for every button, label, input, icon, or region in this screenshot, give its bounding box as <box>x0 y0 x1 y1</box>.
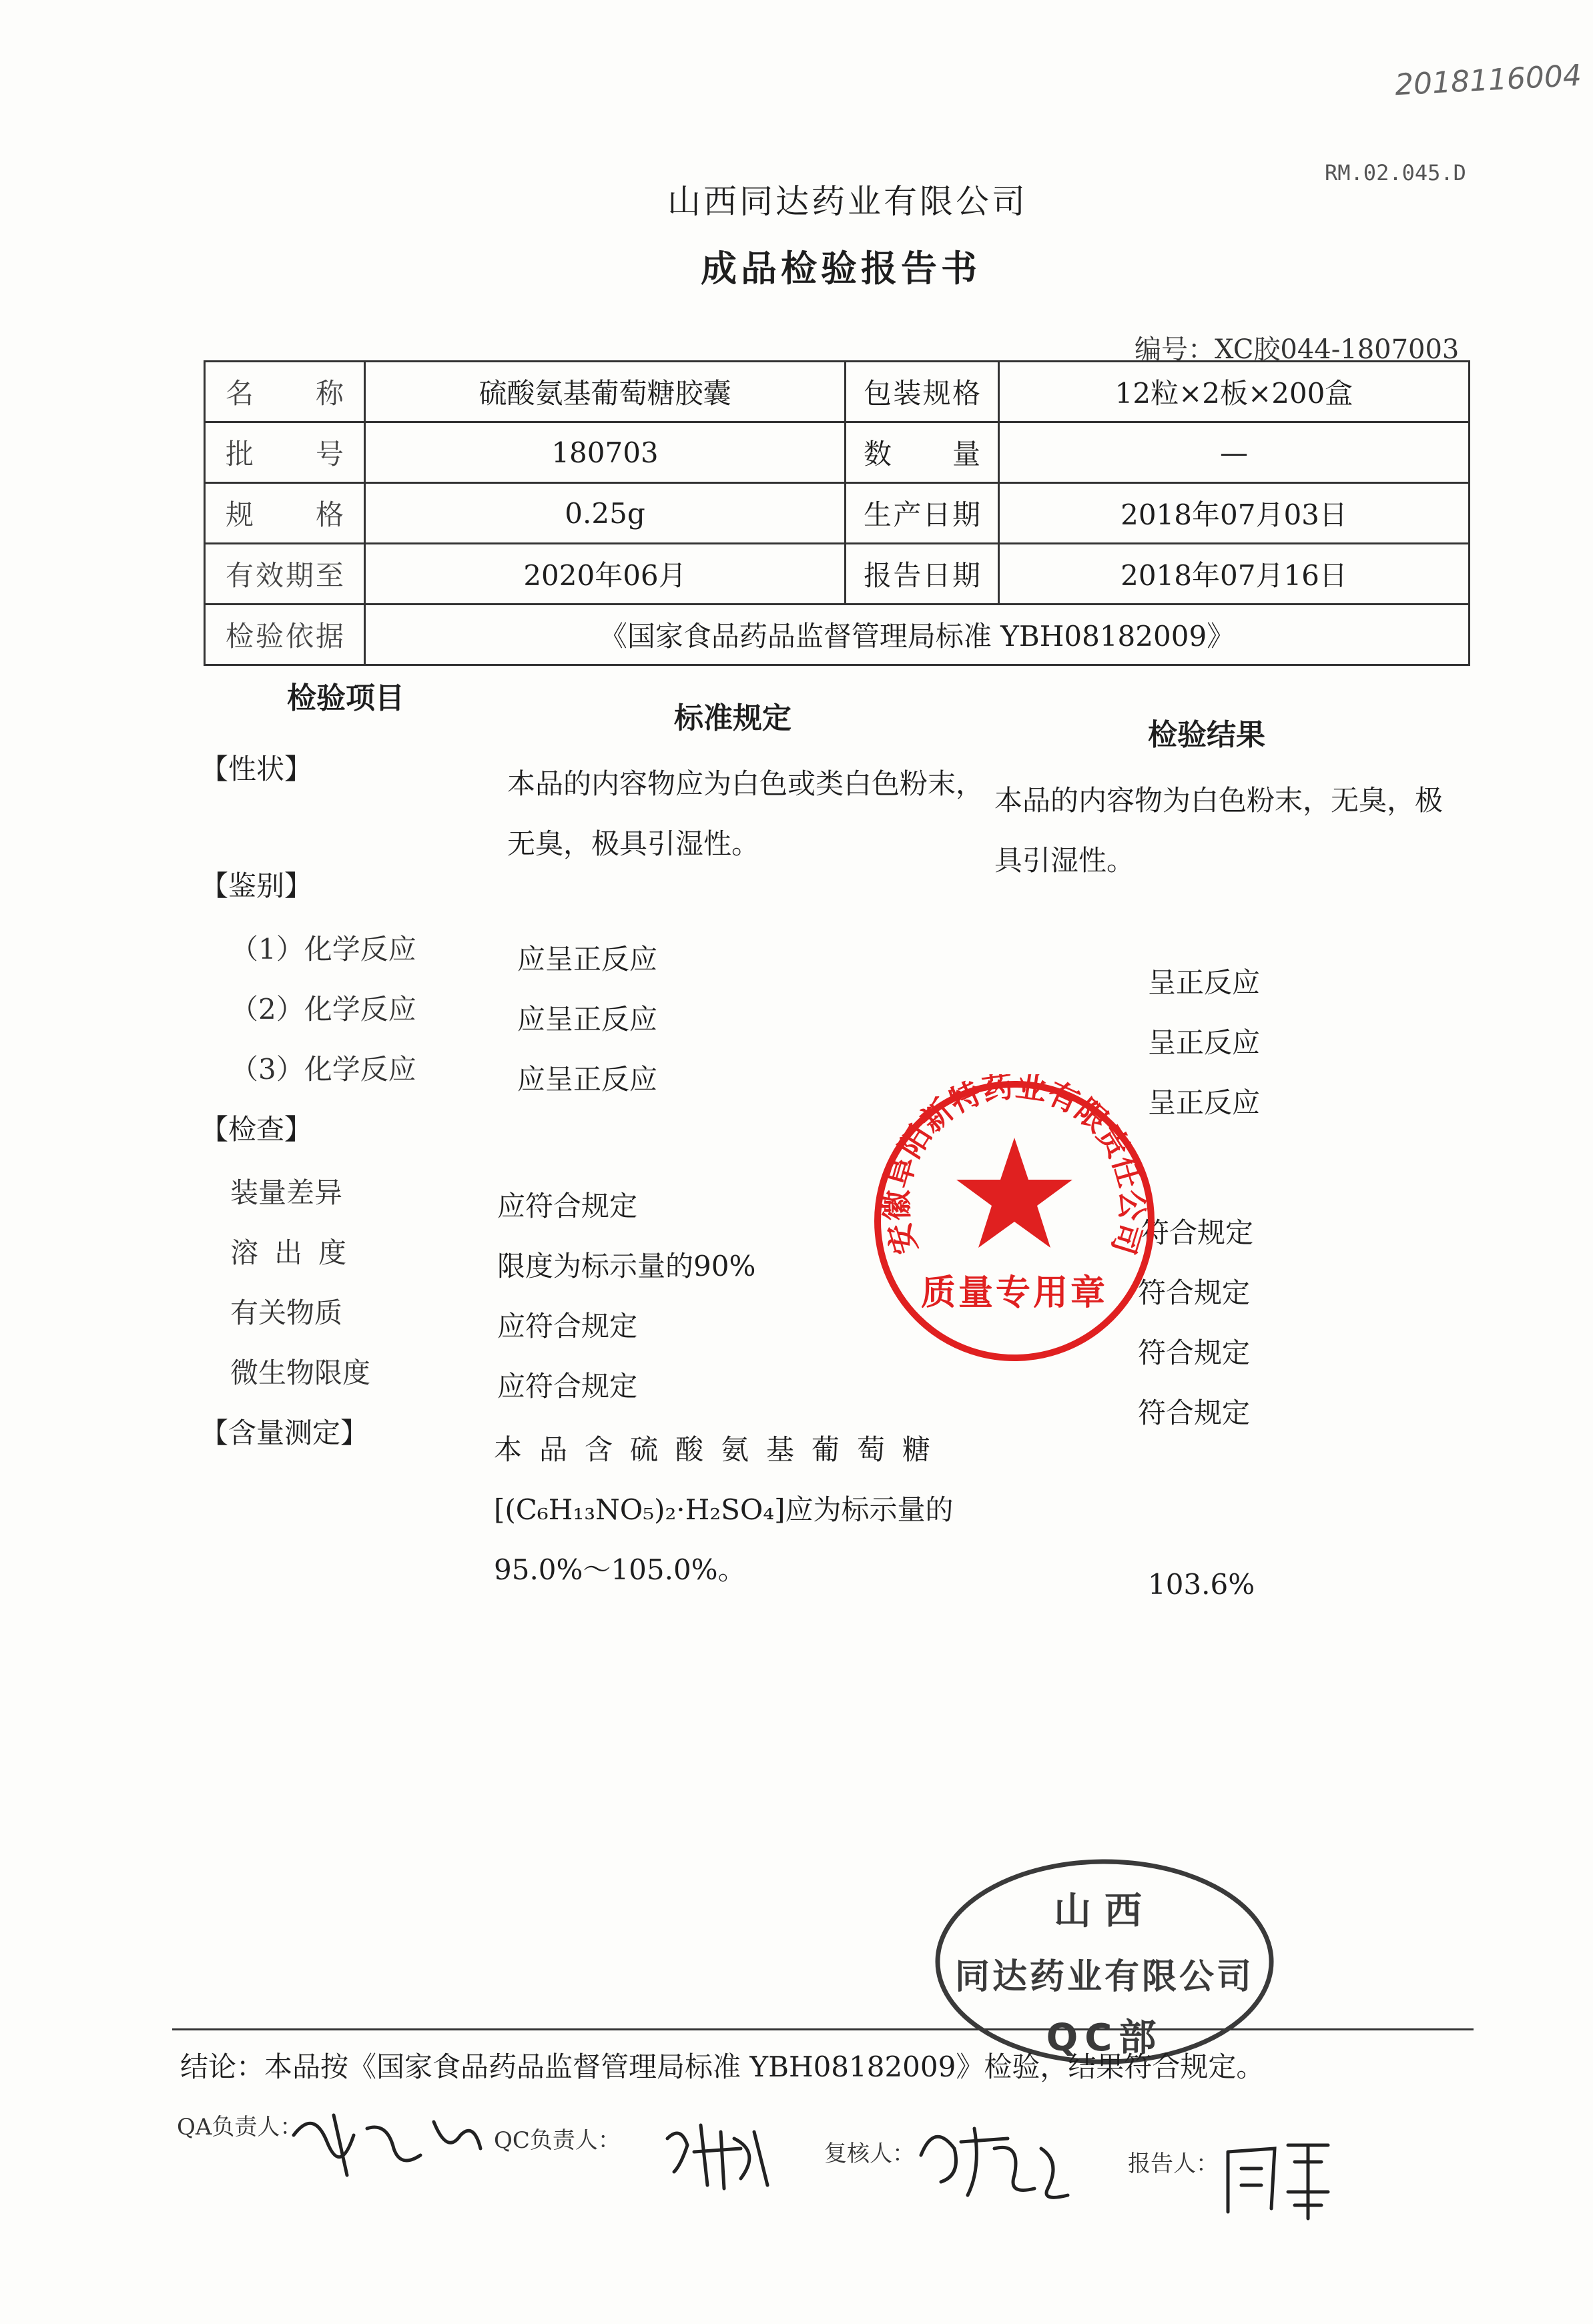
identification-item-3: （3）化学反应 <box>230 1053 416 1086</box>
identification-standard-3: 应呈正反应 <box>517 1063 658 1096</box>
section-identification: 【鉴别】 <box>200 869 313 902</box>
identification-standard-1: 应呈正反应 <box>517 943 658 976</box>
identification-item-2: （2）化学反应 <box>230 993 416 1026</box>
qc-stamp-line-2: 同达药业有限公司 <box>954 1957 1254 1997</box>
product-name: 硫酸氨基葡萄糖胶囊 <box>365 362 846 422</box>
reporter-label: 报告人： <box>1128 2151 1219 2177</box>
quantity-label: 数 量 <box>846 422 999 483</box>
table-row <box>205 605 1470 665</box>
batch-label: 批 号 <box>205 422 365 483</box>
identification-result-1: 呈正反应 <box>1148 966 1261 999</box>
identification-item-1: （1）化学反应 <box>230 933 416 965</box>
batch-number: 180703 <box>365 422 846 483</box>
star-icon <box>956 1138 1072 1248</box>
inspection-result-3: 符合规定 <box>1138 1336 1251 1369</box>
inspection-item-3: 有关物质 <box>230 1296 343 1329</box>
reporter-signature-handwritten <box>1215 2132 1335 2225</box>
inspection-standard-1: 应符合规定 <box>497 1190 638 1222</box>
section-inspection: 【检查】 <box>200 1113 313 1146</box>
inspection-item-1: 装量差异 <box>230 1176 343 1209</box>
inspection-result-2: 符合规定 <box>1138 1276 1251 1309</box>
conclusion: 结论：本品按《国家食品药品监督管理局标准 YBH08182009》检验，结果符合规定。 <box>180 2050 1265 2083</box>
basis-label: 检验依据 <box>205 605 365 665</box>
section-assay: 【含量测定】 <box>200 1417 369 1449</box>
identification-standard-2: 应呈正反应 <box>517 1003 658 1036</box>
conclusion-divider <box>172 2028 1474 2030</box>
package-spec: 12粒×2板×200盒 <box>999 362 1470 422</box>
section-character: 【性状】 <box>200 753 313 785</box>
production-date: 2018年07月03日 <box>999 483 1470 544</box>
inspection-standard-2: 限度为标示量的90% <box>497 1250 756 1282</box>
assay-standard-line-3: 95.0%～105.0%。 <box>494 1553 746 1586</box>
table-row <box>205 422 1470 483</box>
qc-department-stamp <box>931 1855 1278 2068</box>
name-label: 名 称 <box>205 362 365 422</box>
assay-standard-line-1: 本品含硫酸氨基葡萄糖 <box>494 1433 948 1466</box>
report-date-label: 报告日期 <box>846 544 999 605</box>
company-name: 山西同达药业有限公司 <box>667 182 1028 221</box>
reviewer-signature-handwritten <box>914 2115 1074 2209</box>
character-result: 本品的内容物为白色粉末，无臭，极具引湿性。 <box>994 784 1444 877</box>
qa-signature-handwritten <box>287 2095 487 2189</box>
table-row <box>205 362 1470 422</box>
identification-result-3: 呈正反应 <box>1148 1086 1261 1119</box>
report-number: 编号：XC胶044-1807003 <box>1135 334 1460 365</box>
inspection-item-2: 溶出度 <box>230 1236 363 1269</box>
table-row <box>205 544 1470 605</box>
production-date-label: 生产日期 <box>846 483 999 544</box>
qc-stamp-line-1: 山西 <box>1054 1890 1155 1933</box>
spec-value: 0.25g <box>365 483 846 544</box>
quality-seal-stamp <box>868 1074 1161 1368</box>
package-label: 包装规格 <box>846 362 999 422</box>
column-heading-item: 检验项目 <box>287 681 404 715</box>
report-title: 成品检验报告书 <box>701 247 981 290</box>
identification-result-2: 呈正反应 <box>1148 1026 1261 1059</box>
assay-result: 103.6% <box>1148 1568 1255 1601</box>
report-date: 2018年07月16日 <box>999 544 1470 605</box>
inspection-standard-4: 应符合规定 <box>497 1370 638 1403</box>
inspection-standard-3: 应符合规定 <box>497 1310 638 1342</box>
document-code: RM.02.045.D <box>1325 160 1466 185</box>
inspection-basis: 《国家食品药品监督管理局标准 YBH08182009》 <box>365 605 1470 665</box>
spec-label: 规 格 <box>205 483 365 544</box>
table-row <box>205 483 1470 544</box>
qa-signer-label: QA负责人： <box>177 2114 303 2141</box>
expiry-date: 2020年06月 <box>365 544 846 605</box>
character-standard: 本品的内容物应为白色或类白色粉末，无臭，极具引湿性。 <box>507 767 984 860</box>
inspection-result-1: 符合规定 <box>1141 1216 1254 1249</box>
expiry-label: 有效期至 <box>205 544 365 605</box>
qc-stamp-line-3: QC部 <box>1046 2016 1163 2060</box>
inspection-result-4: 符合规定 <box>1138 1397 1251 1429</box>
column-heading-standard: 标准规定 <box>674 701 791 735</box>
quality-seal-graphic <box>868 1074 1161 1368</box>
quantity-value: — <box>999 422 1470 483</box>
qc-signer-label: QC负责人： <box>494 2127 621 2154</box>
archive-number-handwritten: 2018116004 <box>1393 58 1583 103</box>
column-heading-result: 检验结果 <box>1148 718 1265 752</box>
product-info-table <box>204 360 1470 666</box>
qc-signature-handwritten <box>661 2112 781 2199</box>
reviewer-label: 复核人： <box>824 2141 915 2167</box>
assay-standard-line-2: [(C₆H₁₃NO₅)₂·H₂SO₄]应为标示量的 <box>494 1493 954 1526</box>
inspection-item-4: 微生物限度 <box>230 1357 371 1389</box>
seal-center-text: 质量专用章 <box>920 1273 1108 1313</box>
seal-ring-text: 安徽阜阳新特药业有限责任公司 <box>878 1074 1151 1259</box>
